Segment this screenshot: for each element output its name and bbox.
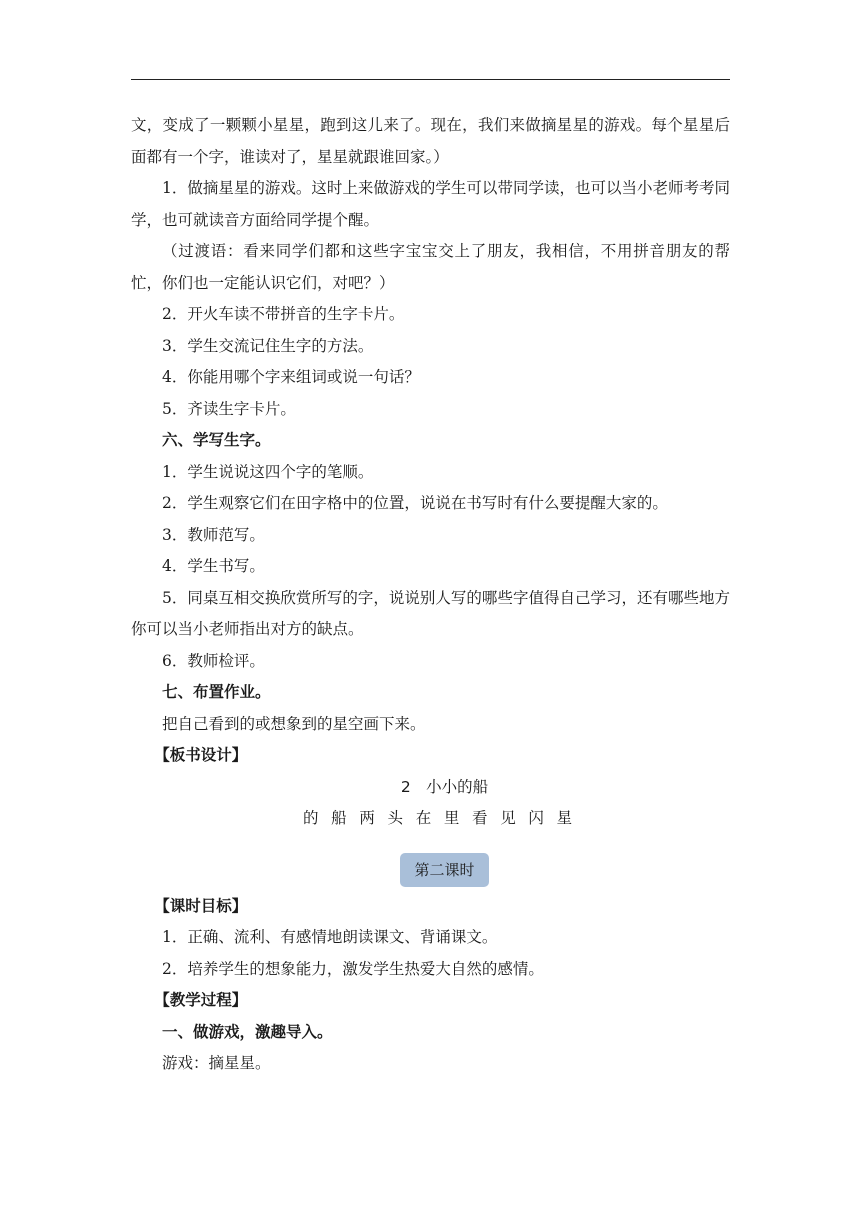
section-heading-1: 一、做游戏，激趣导入。 — [162, 1022, 333, 1041]
list-item: 5．同桌互相交换欣赏所写的字，说说别人写的哪些字值得自己学习，还有哪些地方你可以当小老师指出对方的缺点。 — [131, 588, 730, 638]
list-item: 1．正确、流利、有感情地朗读课文、背诵课文。 — [162, 928, 498, 946]
lesson-badge-row — [131, 853, 730, 887]
list-item: 5．齐读生字卡片。 — [162, 399, 296, 418]
list-item: 4．你能用哪个字来组词或说一句话？ — [162, 368, 420, 386]
board-characters: 的 船 两 头 在 里 看 见 闪 星 — [303, 809, 576, 827]
transition-note: （过渡语：看来同学们都和这些字宝宝交上了朋友，我相信，不用拼音朋友的帮忙，你们也一定能认识它们，对吧？） — [131, 242, 730, 292]
lesson-goal-heading: 【课时目标】 — [154, 896, 248, 915]
list-item: 3．教师范写。 — [162, 525, 265, 544]
list-item: 4．学生书写。 — [162, 557, 265, 575]
list-item: 6．教师检评。 — [162, 651, 265, 670]
header-rule — [131, 79, 730, 80]
section-heading-7: 七、布置作业。 — [162, 683, 271, 701]
homework-text: 把自己看到的或想象到的星空画下来。 — [162, 714, 426, 733]
lesson-badge: 第二课时 — [400, 853, 488, 887]
list-item: 1．做摘星星的游戏。这时上来做游戏的学生可以带同学读，也可以当小老师考考同学，也可就读音方面给同学提个醒。 — [131, 179, 730, 229]
game-text: 游戏：摘星星。 — [162, 1054, 271, 1072]
board-title: 2 小小的船 — [400, 777, 489, 796]
section-heading-6: 六、学写生字。 — [162, 431, 271, 449]
list-item: 1．学生说说这四个字的笔顺。 — [162, 462, 374, 481]
list-item: 3．学生交流记住生字的方法。 — [162, 336, 374, 355]
list-item: 2．培养学生的想象能力，激发学生热爱大自然的感情。 — [162, 959, 544, 978]
document-body — [131, 110, 730, 1080]
teaching-process-heading: 【教学过程】 — [154, 991, 248, 1009]
paragraph-continuation: 文，变成了一颗颗小星星，跑到这儿来了。现在，我们来做摘星星的游戏。每个星星后面都有一个字，谁读对了，星星就跟谁回家。） — [131, 116, 730, 166]
board-design-heading: 【板书设计】 — [154, 746, 248, 764]
list-item: 2．开火车读不带拼音的生字卡片。 — [162, 305, 405, 323]
list-item: 2．学生观察它们在田字格中的位置，说说在书写时有什么要提醒大家的。 — [162, 494, 668, 512]
